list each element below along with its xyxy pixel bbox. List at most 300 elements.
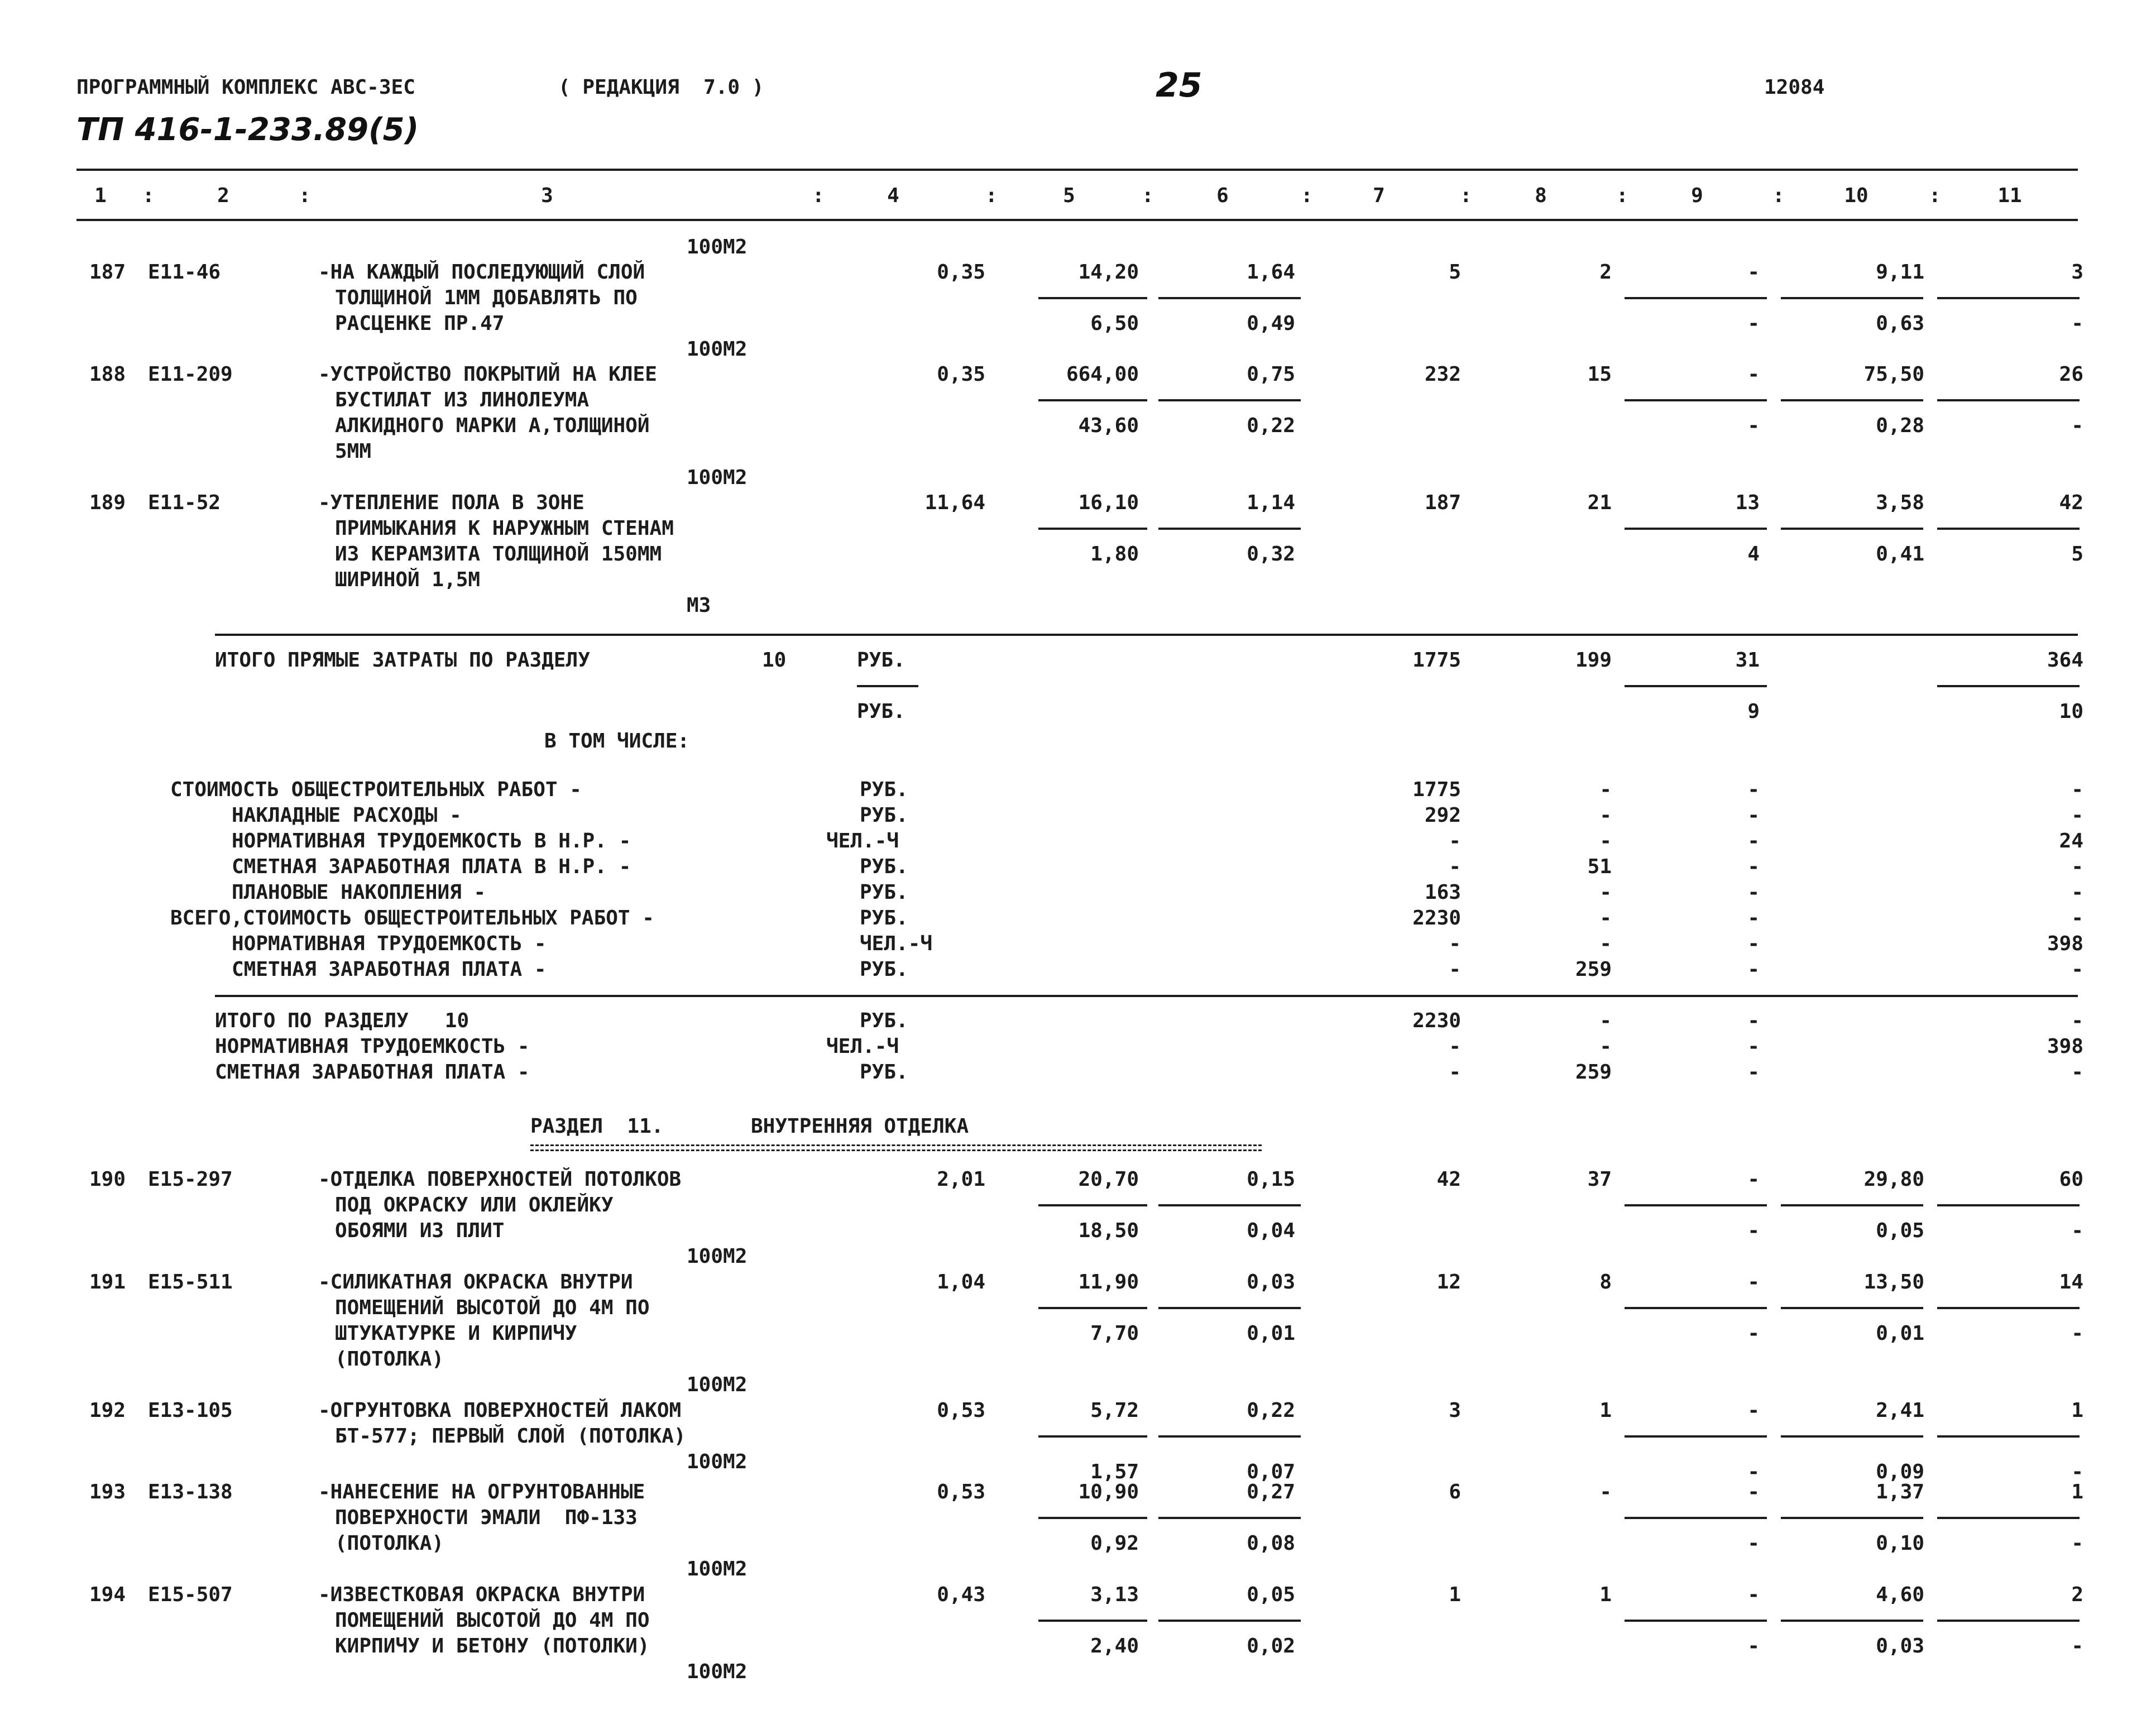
item-description: БТ-577; ПЕРВЫЙ СЛОЙ (ПОТОЛКА) xyxy=(335,1425,686,1448)
summary-labor: - xyxy=(2071,907,2083,930)
item-number: 190 xyxy=(89,1168,126,1191)
fraction-bar xyxy=(1158,1307,1301,1309)
item-unit-cost: 664,00 xyxy=(1066,363,1139,386)
section-number: РАЗДЕЛ 11. xyxy=(530,1115,664,1138)
item-labor-total: 42 xyxy=(2059,491,2083,514)
item-labor-machinery-total: 5 xyxy=(2071,543,2083,566)
item-description: ПОМЕЩЕНИЙ ВЫСОТОЙ ДО 4М ПО xyxy=(335,1609,650,1632)
including-label: В ТОМ ЧИСЛЕ: xyxy=(544,730,690,753)
item-machinery-wage: - xyxy=(1747,1219,1760,1242)
item-labor-machinery-total: - xyxy=(2071,1460,2083,1483)
summary-wage: 259 xyxy=(1575,958,1612,981)
total-unit: РУБ. xyxy=(857,649,905,672)
summary-wage: - xyxy=(1599,932,1612,955)
fraction-bar xyxy=(1158,528,1301,530)
fraction-bar xyxy=(1937,1517,2080,1519)
item-machinery-wage: - xyxy=(1747,312,1760,335)
item-unit-cost: 11,90 xyxy=(1078,1271,1139,1294)
summary-unit: РУБ. xyxy=(860,804,908,827)
fraction-bar xyxy=(1038,1307,1147,1309)
summary-label: НОРМАТИВНАЯ ТРУДОЕМКОСТЬ В Н.Р. - xyxy=(232,830,631,852)
fraction-bar xyxy=(1781,399,1923,401)
summary-label: НОРМАТИВНАЯ ТРУДОЕМКОСТЬ - xyxy=(232,932,547,955)
item-total-cost: 187 xyxy=(1424,491,1461,514)
summary-cost: 1775 xyxy=(1412,778,1461,801)
summary-label: ИТОГО ПО РАЗДЕЛУ 10 xyxy=(215,1009,469,1032)
item-unit-cost-wage: 1,57 xyxy=(1090,1460,1139,1483)
item-labor-per-unit: 13,50 xyxy=(1863,1271,1924,1294)
item-quantity: 0,53 xyxy=(937,1399,985,1422)
item-total-cost: 12 xyxy=(1436,1271,1461,1294)
item-machinery-wage: - xyxy=(1747,1532,1760,1555)
item-total-cost: 232 xyxy=(1424,363,1461,386)
fraction-bar xyxy=(1038,528,1147,530)
item-unit-machinery-wage: 0,07 xyxy=(1247,1460,1295,1483)
item-number: 187 xyxy=(89,261,126,284)
fraction-bar xyxy=(1158,297,1301,299)
item-unit-cost-wage: 18,50 xyxy=(1078,1219,1139,1242)
col-separator: : xyxy=(1460,184,1472,207)
item-unit-machinery-wage: 0,22 xyxy=(1247,414,1295,437)
summary-cost: - xyxy=(1449,1061,1461,1084)
item-labor-machinery-total: - xyxy=(2071,1322,2083,1345)
col-7-header: 7 xyxy=(1373,184,1385,207)
fraction-bar xyxy=(1038,1517,1147,1519)
item-code: Е15-507 xyxy=(148,1583,233,1606)
summary-machinery: - xyxy=(1747,1061,1760,1084)
item-labor-machinery-per-unit: 0,10 xyxy=(1876,1532,1924,1555)
fraction-bar xyxy=(1038,1204,1147,1206)
summary-wage: - xyxy=(1599,804,1612,827)
item-wage: 1 xyxy=(1599,1399,1612,1422)
item-description: 5ММ xyxy=(335,440,372,463)
item-unit-machinery: 1,14 xyxy=(1247,491,1295,514)
item-wage: 2 xyxy=(1599,261,1612,284)
item-labor-total: 1 xyxy=(2071,1399,2083,1422)
item-description: АЛКИДНОГО МАРКИ А,ТОЛЩИНОЙ xyxy=(335,414,650,437)
fraction-bar xyxy=(857,685,918,687)
item-quantity: 1,04 xyxy=(937,1271,985,1294)
item-unit: 100М2 xyxy=(687,338,748,361)
fraction-bar xyxy=(1625,685,1767,687)
fraction-bar xyxy=(1937,1435,2080,1438)
item-labor-machinery-total: - xyxy=(2071,1532,2083,1555)
item-unit: 100М2 xyxy=(687,1245,748,1268)
item-description: -ОТДЕЛКА ПОВЕРХНОСТЕЙ ПОТОЛКОВ xyxy=(318,1168,682,1191)
item-labor-per-unit: 9,11 xyxy=(1876,261,1924,284)
summary-cost: - xyxy=(1449,855,1461,878)
item-total-cost: 1 xyxy=(1449,1583,1461,1606)
item-unit: 100М2 xyxy=(687,466,748,489)
fraction-bar xyxy=(1038,1620,1147,1622)
col-separator: : xyxy=(1301,184,1313,207)
summary-wage: - xyxy=(1599,778,1612,801)
item-labor-per-unit: 2,41 xyxy=(1876,1399,1924,1422)
summary-label: ВСЕГО,СТОИМОСТЬ ОБЩЕСТРОИТЕЛЬНЫХ РАБОТ - xyxy=(170,907,654,930)
fraction-bar xyxy=(1158,1435,1301,1438)
item-machinery: - xyxy=(1747,1271,1760,1294)
col-3-header: 3 xyxy=(541,184,553,207)
col-1-header: 1 xyxy=(94,184,107,207)
item-code: Е13-105 xyxy=(148,1399,233,1422)
item-labor-total: 60 xyxy=(2059,1168,2083,1191)
item-labor-per-unit: 1,37 xyxy=(1876,1481,1924,1503)
fraction-bar xyxy=(1625,1435,1767,1438)
item-machinery: - xyxy=(1747,363,1760,386)
item-labor-machinery-per-unit: 0,09 xyxy=(1876,1460,1924,1483)
summary-cost: - xyxy=(1449,1035,1461,1058)
summary-cost: - xyxy=(1449,932,1461,955)
item-labor-machinery-per-unit: 0,05 xyxy=(1876,1219,1924,1242)
section-rule xyxy=(215,995,2078,997)
item-unit-cost: 3,13 xyxy=(1090,1583,1139,1606)
item-number: 188 xyxy=(89,363,126,386)
item-labor-total: 14 xyxy=(2059,1271,2083,1294)
fraction-bar xyxy=(1625,1204,1767,1206)
item-code: Е15-511 xyxy=(148,1271,233,1294)
fraction-bar xyxy=(1937,1620,2080,1622)
item-labor-machinery-per-unit: 0,03 xyxy=(1876,1635,1924,1658)
item-unit: М3 xyxy=(687,594,711,617)
item-unit-machinery: 0,03 xyxy=(1247,1271,1295,1294)
item-description: КИРПИЧУ И БЕТОНУ (ПОТОЛКИ) xyxy=(335,1635,650,1658)
item-code: Е11-52 xyxy=(148,491,221,514)
item-quantity: 11,64 xyxy=(924,491,985,514)
item-description: (ПОТОЛКА) xyxy=(335,1532,444,1555)
col-9-header: 9 xyxy=(1691,184,1703,207)
item-labor-machinery-total: - xyxy=(2071,1635,2083,1658)
item-machinery: - xyxy=(1747,1168,1760,1191)
summary-cost: 292 xyxy=(1424,804,1461,827)
item-total-cost: 3 xyxy=(1449,1399,1461,1422)
item-description: -НА КАЖДЫЙ ПОСЛЕДУЮЩИЙ СЛОЙ xyxy=(318,261,645,284)
summary-machinery: - xyxy=(1747,778,1760,801)
item-machinery-wage: - xyxy=(1747,1460,1760,1483)
item-labor-total: 26 xyxy=(2059,363,2083,386)
item-description: (ПОТОЛКА) xyxy=(335,1348,444,1371)
summary-wage: - xyxy=(1599,907,1612,930)
item-unit-machinery-wage: 0,32 xyxy=(1247,543,1295,566)
item-total-cost: 6 xyxy=(1449,1481,1461,1503)
item-description: БУСТИЛАТ ИЗ ЛИНОЛЕУМА xyxy=(335,389,590,411)
total-wage: 199 xyxy=(1575,649,1612,672)
item-labor-machinery-total: - xyxy=(2071,1219,2083,1242)
item-labor-total: 1 xyxy=(2071,1481,2083,1503)
col-separator: : xyxy=(142,184,155,207)
item-wage: - xyxy=(1599,1481,1612,1503)
col-10-header: 10 xyxy=(1844,184,1868,207)
item-total-cost: 42 xyxy=(1436,1168,1461,1191)
item-description: ПРИМЫКАНИЯ К НАРУЖНЫМ СТЕНАМ xyxy=(335,517,674,540)
fraction-bar xyxy=(1937,399,2080,401)
item-machinery-wage: - xyxy=(1747,414,1760,437)
header-rule-top xyxy=(76,169,2078,171)
summary-label: НОРМАТИВНАЯ ТРУДОЕМКОСТЬ - xyxy=(215,1035,530,1058)
total-section-number: 10 xyxy=(762,649,787,672)
fraction-bar xyxy=(1158,1204,1301,1206)
item-number: 194 xyxy=(89,1583,126,1606)
fraction-bar xyxy=(1937,1307,2080,1309)
summary-cost: 2230 xyxy=(1412,907,1461,930)
item-labor-machinery-per-unit: 0,01 xyxy=(1876,1322,1924,1345)
summary-labor: - xyxy=(2071,881,2083,904)
item-unit-cost-wage: 1,80 xyxy=(1090,543,1139,566)
section-rule xyxy=(215,634,2078,636)
item-description: ОБОЯМИ ИЗ ПЛИТ xyxy=(335,1219,505,1242)
item-machinery: - xyxy=(1747,1583,1760,1606)
summary-wage: - xyxy=(1599,1035,1612,1058)
item-labor-total: 2 xyxy=(2071,1583,2083,1606)
item-labor-per-unit: 3,58 xyxy=(1876,491,1924,514)
section-title: ВНУТРЕННЯЯ ОТДЕЛКА xyxy=(751,1115,969,1138)
item-labor-machinery-per-unit: 0,41 xyxy=(1876,543,1924,566)
item-number: 191 xyxy=(89,1271,126,1294)
col-separator: : xyxy=(1616,184,1628,207)
item-description: -ИЗВЕСТКОВАЯ ОКРАСКА ВНУТРИ xyxy=(318,1583,645,1606)
summary-machinery: - xyxy=(1747,1009,1760,1032)
fraction-bar xyxy=(1781,1204,1923,1206)
item-unit-machinery: 0,15 xyxy=(1247,1168,1295,1191)
summary-label: СМЕТНАЯ ЗАРАБОТНАЯ ПЛАТА - xyxy=(215,1061,530,1084)
total-label: ИТОГО ПРЯМЫЕ ЗАТРАТЫ ПО РАЗДЕЛУ xyxy=(215,649,590,672)
summary-label: СМЕТНАЯ ЗАРАБОТНАЯ ПЛАТА - xyxy=(232,958,547,981)
item-unit-cost-wage: 0,92 xyxy=(1090,1532,1139,1555)
item-code: Е11-209 xyxy=(148,363,233,386)
item-description: -СИЛИКАТНАЯ ОКРАСКА ВНУТРИ xyxy=(318,1271,633,1294)
fraction-bar xyxy=(1038,1435,1147,1438)
item-machinery: - xyxy=(1747,261,1760,284)
col-5-header: 5 xyxy=(1063,184,1075,207)
document-number: 12084 xyxy=(1764,76,1825,99)
item-unit-machinery-wage: 0,02 xyxy=(1247,1635,1295,1658)
item-wage: 15 xyxy=(1587,363,1612,386)
summary-wage: - xyxy=(1599,881,1612,904)
item-number: 193 xyxy=(89,1481,126,1503)
summary-unit: РУБ. xyxy=(860,881,908,904)
item-labor-machinery-total: - xyxy=(2071,414,2083,437)
item-labor-per-unit: 29,80 xyxy=(1863,1168,1924,1191)
summary-unit: РУБ. xyxy=(860,958,908,981)
item-unit-cost: 14,20 xyxy=(1078,261,1139,284)
summary-wage: 51 xyxy=(1587,855,1612,878)
program-edition: ( РЕДАКЦИЯ 7.0 ) xyxy=(558,76,764,99)
summary-labor: 398 xyxy=(2047,932,2083,955)
fraction-bar xyxy=(1158,1620,1301,1622)
col-separator: : xyxy=(1772,184,1785,207)
col-4-header: 4 xyxy=(887,184,899,207)
header-rule-bottom xyxy=(76,219,2078,221)
summary-wage: - xyxy=(1599,830,1612,852)
summary-unit: ЧЕЛ.-Ч xyxy=(826,830,899,852)
section-title-underline xyxy=(530,1144,1262,1151)
summary-labor: 398 xyxy=(2047,1035,2083,1058)
item-description: ПОВЕРХНОСТИ ЭМАЛИ ПФ-133 xyxy=(335,1506,638,1529)
item-unit: 100М2 xyxy=(687,236,748,258)
summary-unit: ЧЕЛ.-Ч xyxy=(826,1035,899,1058)
summary-unit: РУБ. xyxy=(860,1061,908,1084)
fraction-bar xyxy=(1625,1517,1767,1519)
summary-unit: ЧЕЛ.-Ч xyxy=(860,932,933,955)
total-labor: 364 xyxy=(2047,649,2083,672)
summary-labor: - xyxy=(2071,1061,2083,1084)
total-machinery-wage: 9 xyxy=(1747,700,1760,723)
fraction-bar xyxy=(1781,1517,1923,1519)
item-machinery: 13 xyxy=(1735,491,1760,514)
summary-label: НАКЛАДНЫЕ РАСХОДЫ - xyxy=(232,804,462,827)
item-unit-machinery-wage: 0,04 xyxy=(1247,1219,1295,1242)
item-unit-machinery: 0,22 xyxy=(1247,1399,1295,1422)
fraction-bar xyxy=(1781,1620,1923,1622)
item-description: ПОМЕЩЕНИЙ ВЫСОТОЙ ДО 4М ПО xyxy=(335,1296,650,1319)
item-labor-per-unit: 4,60 xyxy=(1876,1583,1924,1606)
item-description: -НАНЕСЕНИЕ НА ОГРУНТОВАННЫЕ xyxy=(318,1481,645,1503)
summary-cost: - xyxy=(1449,830,1461,852)
col-11-header: 11 xyxy=(1997,184,2022,207)
item-labor-machinery-per-unit: 0,63 xyxy=(1876,312,1924,335)
fraction-bar xyxy=(1937,528,2080,530)
fraction-bar xyxy=(1937,1204,2080,1206)
item-quantity: 0,35 xyxy=(937,363,985,386)
total-machinery: 31 xyxy=(1735,649,1760,672)
item-unit: 100М2 xyxy=(687,1660,748,1683)
summary-labor: - xyxy=(2071,804,2083,827)
item-unit: 100М2 xyxy=(687,1450,748,1473)
col-separator: : xyxy=(1142,184,1154,207)
item-description: ПОД ОКРАСКУ ИЛИ ОКЛЕЙКУ xyxy=(335,1194,614,1216)
summary-unit: РУБ. xyxy=(860,907,908,930)
summary-wage: - xyxy=(1599,1009,1612,1032)
item-quantity: 2,01 xyxy=(937,1168,985,1191)
summary-unit: РУБ. xyxy=(860,1009,908,1032)
fraction-bar xyxy=(1625,297,1767,299)
summary-machinery: - xyxy=(1747,830,1760,852)
item-code: Е11-46 xyxy=(148,261,221,284)
col-separator: : xyxy=(985,184,998,207)
summary-cost: - xyxy=(1449,958,1461,981)
summary-machinery: - xyxy=(1747,932,1760,955)
item-unit-machinery: 0,75 xyxy=(1247,363,1295,386)
item-machinery: - xyxy=(1747,1481,1760,1503)
fraction-bar xyxy=(1625,399,1767,401)
item-unit-machinery: 0,05 xyxy=(1247,1583,1295,1606)
col-8-header: 8 xyxy=(1535,184,1547,207)
item-description: -УСТРОЙСТВО ПОКРЫТИЙ НА КЛЕЕ xyxy=(318,363,657,386)
item-description: ТОЛЩИНОЙ 1ММ ДОБАВЛЯТЬ ПО xyxy=(335,286,638,309)
summary-machinery: - xyxy=(1747,855,1760,878)
item-labor-per-unit: 75,50 xyxy=(1863,363,1924,386)
item-machinery-wage: - xyxy=(1747,1635,1760,1658)
item-quantity: 0,43 xyxy=(937,1583,985,1606)
item-description: РАСЦЕНКЕ ПР.47 xyxy=(335,312,505,335)
item-unit: 100М2 xyxy=(687,1558,748,1580)
fraction-bar xyxy=(1038,297,1147,299)
item-quantity: 0,35 xyxy=(937,261,985,284)
program-name: ПРОГРАММНЫЙ КОМПЛЕКС АВС-3ЕС xyxy=(76,76,415,99)
summary-label: СМЕТНАЯ ЗАРАБОТНАЯ ПЛАТА В Н.Р. - xyxy=(232,855,631,878)
item-unit-cost-wage: 2,40 xyxy=(1090,1635,1139,1658)
item-description: -УТЕПЛЕНИЕ ПОЛА В ЗОНЕ xyxy=(318,491,584,514)
col-6-header: 6 xyxy=(1216,184,1229,207)
item-description: ИЗ КЕРАМЗИТА ТОЛЩИНОЙ 150ММ xyxy=(335,543,662,566)
item-labor-total: 3 xyxy=(2071,261,2083,284)
item-unit-machinery-wage: 0,01 xyxy=(1247,1322,1295,1345)
item-description: ШТУКАТУРКЕ И КИРПИЧУ xyxy=(335,1322,577,1345)
item-unit-cost-wage: 43,60 xyxy=(1078,414,1139,437)
summary-machinery: - xyxy=(1747,881,1760,904)
item-unit-cost: 16,10 xyxy=(1078,491,1139,514)
item-labor-machinery-total: - xyxy=(2071,312,2083,335)
fraction-bar xyxy=(1038,399,1147,401)
item-machinery-wage: 4 xyxy=(1747,543,1760,566)
fraction-bar xyxy=(1158,1517,1301,1519)
item-unit-cost: 20,70 xyxy=(1078,1168,1139,1191)
item-machinery: - xyxy=(1747,1399,1760,1422)
col-2-header: 2 xyxy=(217,184,229,207)
fraction-bar xyxy=(1781,297,1923,299)
summary-unit: РУБ. xyxy=(860,855,908,878)
fraction-bar xyxy=(1625,1307,1767,1309)
fraction-bar xyxy=(1781,528,1923,530)
summary-label: ПЛАНОВЫЕ НАКОПЛЕНИЯ - xyxy=(232,881,486,904)
item-labor-machinery-per-unit: 0,28 xyxy=(1876,414,1924,437)
fraction-bar xyxy=(1625,1620,1767,1622)
item-wage: 37 xyxy=(1587,1168,1612,1191)
fraction-bar xyxy=(1937,685,2080,687)
item-machinery-wage: - xyxy=(1747,1322,1760,1345)
summary-machinery: - xyxy=(1747,804,1760,827)
item-unit-machinery-wage: 0,49 xyxy=(1247,312,1295,335)
item-unit-machinery-wage: 0,08 xyxy=(1247,1532,1295,1555)
item-unit-cost: 5,72 xyxy=(1090,1399,1139,1422)
item-wage: 1 xyxy=(1599,1583,1612,1606)
item-unit-machinery: 0,27 xyxy=(1247,1481,1295,1503)
summary-labor: - xyxy=(2071,855,2083,878)
item-unit-machinery: 1,64 xyxy=(1247,261,1295,284)
fraction-bar xyxy=(1937,297,2080,299)
item-code: Е15-297 xyxy=(148,1168,233,1191)
summary-machinery: - xyxy=(1747,958,1760,981)
item-unit-cost: 10,90 xyxy=(1078,1481,1139,1503)
page-number: 25 xyxy=(1156,66,1202,105)
item-unit: 100М2 xyxy=(687,1373,748,1396)
item-unit-cost-wage: 6,50 xyxy=(1090,312,1139,335)
summary-cost: 163 xyxy=(1424,881,1461,904)
col-separator: : xyxy=(299,184,311,207)
total-labor-machinery: 10 xyxy=(2059,700,2083,723)
summary-unit: РУБ. xyxy=(860,778,908,801)
summary-machinery: - xyxy=(1747,1035,1760,1058)
summary-labor: - xyxy=(2071,958,2083,981)
item-quantity: 0,53 xyxy=(937,1481,985,1503)
item-unit-cost-wage: 7,70 xyxy=(1090,1322,1139,1345)
col-separator: : xyxy=(1929,184,1941,207)
item-code: Е13-138 xyxy=(148,1481,233,1503)
fraction-bar xyxy=(1781,1307,1923,1309)
fraction-bar xyxy=(1781,1435,1923,1438)
item-number: 189 xyxy=(89,491,126,514)
item-number: 192 xyxy=(89,1399,126,1422)
summary-labor: - xyxy=(2071,1009,2083,1032)
item-wage: 21 xyxy=(1587,491,1612,514)
fraction-bar xyxy=(1625,528,1767,530)
total-cost: 1775 xyxy=(1412,649,1461,672)
summary-label: СТОИМОСТЬ ОБЩЕСТРОИТЕЛЬНЫХ РАБОТ - xyxy=(170,778,582,801)
project-code-handwritten: ТП 416-1-233.89(5) xyxy=(76,112,419,148)
summary-labor: - xyxy=(2071,778,2083,801)
item-description: ШИРИНОЙ 1,5М xyxy=(335,568,481,591)
summary-wage: 259 xyxy=(1575,1061,1612,1084)
total-unit: РУБ. xyxy=(857,700,905,723)
